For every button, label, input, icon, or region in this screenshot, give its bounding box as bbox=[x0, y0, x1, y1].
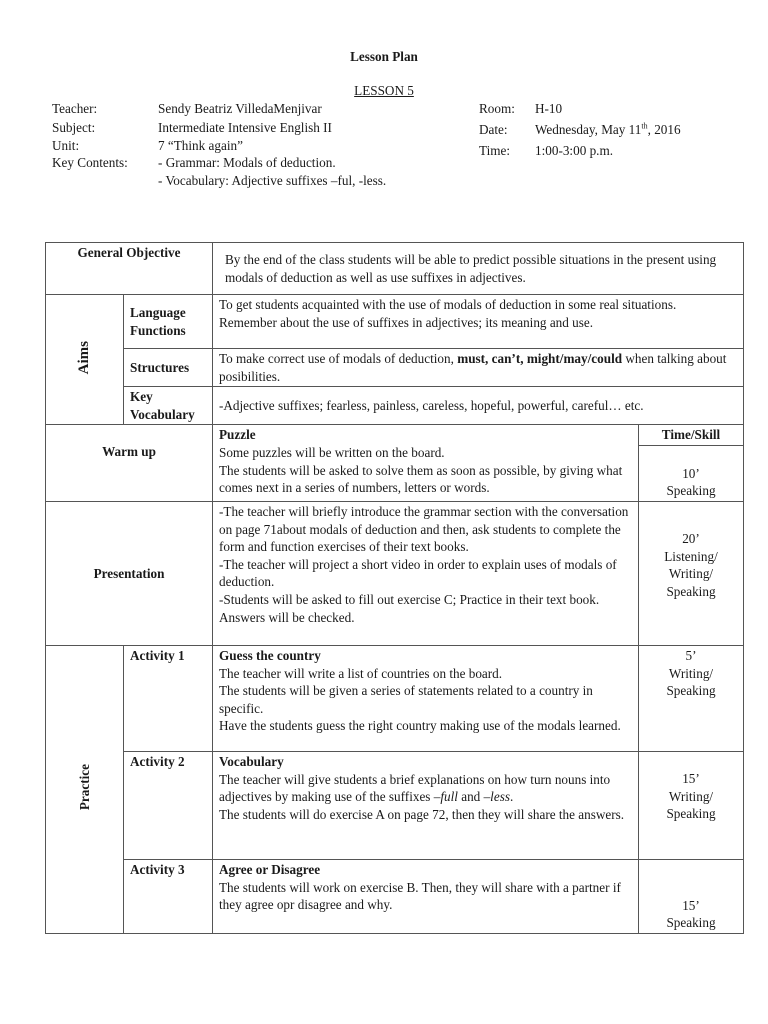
presentation-2: -The teacher will project a short video in order to explain uses of modals of deduction. bbox=[219, 556, 617, 590]
room-value: H-10 bbox=[535, 101, 563, 116]
activity-1-3: Have the students guess the right country making use of the modals learned. bbox=[219, 718, 621, 734]
presentation-time-skill bbox=[639, 501, 744, 645]
teacher-label: Teacher: bbox=[52, 101, 98, 116]
lesson-number: LESSON 5 bbox=[354, 83, 414, 98]
language-functions-row bbox=[46, 295, 744, 349]
subject-value: Intermediate Intensive English II bbox=[158, 120, 332, 135]
activity-2-text bbox=[213, 751, 639, 859]
activity-1-title: Guess the country bbox=[219, 647, 321, 663]
warm-up-text bbox=[213, 425, 639, 502]
language-functions-label: Language Functions bbox=[124, 295, 213, 349]
activity-1-2: The students will be given a series of statements related to a country in specific. bbox=[219, 683, 593, 716]
presentation-time: 20’ bbox=[682, 530, 700, 546]
activity-3-1: The students will work on exercise B. Then, they will share with a partner if they agree opr disagree and why. bbox=[219, 879, 621, 913]
lesson-plan-table bbox=[45, 242, 744, 934]
aims-label: Aims bbox=[75, 340, 92, 375]
language-functions-2: Remember about the use of suffixes in adjectives; its meaning and use. bbox=[219, 314, 594, 330]
activity-3-label: Activity 3 bbox=[124, 859, 213, 933]
activity-2-skill-2: Speaking bbox=[666, 806, 716, 822]
general-objective-label: General Objective bbox=[46, 243, 213, 295]
key-contents-label: Key Contents: bbox=[52, 155, 128, 170]
activity-2-skill-1: Writing/ bbox=[668, 788, 714, 804]
activity-3-text bbox=[213, 859, 639, 933]
structures-text: To make correct use of modals of deduction, must, can’t, might/may/could when talking about posibilities. bbox=[213, 349, 744, 387]
aims-cell bbox=[46, 295, 124, 425]
structures-row bbox=[46, 349, 744, 387]
activity-1-1: The teacher will write a list of countries on the board. bbox=[219, 665, 503, 681]
activity-2-label: Activity 2 bbox=[124, 751, 213, 859]
activity-1-time-skill bbox=[639, 645, 744, 751]
activity-2-1: The teacher will give students a brief explanations on how turn nouns into adjectives by making use of the suffixes –full and –less. bbox=[219, 771, 611, 805]
key-vocabulary-row bbox=[46, 387, 744, 425]
activity-2-time: 15’ bbox=[682, 770, 700, 786]
room-label: Room: bbox=[479, 101, 515, 116]
activity-2-2: The students will do exercise A on page 72, then they will share the answers. bbox=[219, 806, 625, 822]
subject-label: Subject: bbox=[52, 120, 96, 135]
activity-3-skill: Speaking bbox=[666, 915, 716, 931]
presentation-skill-2: Writing/ bbox=[668, 566, 714, 582]
activity-3-row bbox=[46, 859, 744, 933]
activity-1-text bbox=[213, 645, 639, 751]
structures-label: Structures bbox=[124, 349, 213, 387]
key-contents-vocabulary: - Vocabulary: Adjective suffixes –ful, -less. bbox=[158, 173, 387, 188]
key-contents-grammar: - Grammar: Modals of deduction. bbox=[158, 155, 336, 170]
presentation-text bbox=[213, 501, 639, 645]
warm-up-1: Some puzzles will be written on the board. bbox=[219, 444, 445, 460]
warm-up-2: The students will be asked to solve them as soon as possible, by giving what comes next in a series of numbers, letters or words. bbox=[219, 462, 623, 496]
presentation-skill-3: Speaking bbox=[666, 583, 716, 599]
activity-1-label: Activity 1 bbox=[124, 645, 213, 751]
warm-up-label: Warm up bbox=[46, 425, 213, 502]
language-functions-text bbox=[213, 295, 744, 349]
language-functions-1: To get students acquainted with the use of modals of deduction in some real situations. bbox=[219, 297, 677, 312]
key-vocabulary-label: Key Vocabulary bbox=[124, 387, 213, 425]
activity-2-title: Vocabulary bbox=[219, 753, 284, 769]
presentation-label: Presentation bbox=[46, 501, 213, 645]
date-label: Date: bbox=[479, 122, 508, 137]
activity-1-skill-2: Speaking bbox=[666, 683, 716, 699]
time-skill-header: Time/Skill bbox=[639, 425, 744, 446]
presentation-skill-1: Listening/ bbox=[664, 548, 718, 564]
practice-cell bbox=[46, 645, 124, 933]
time-value: 1:00-3:00 p.m. bbox=[535, 143, 614, 158]
document-title: Lesson Plan bbox=[350, 49, 418, 64]
activity-3-title: Agree or Disagree bbox=[219, 861, 321, 877]
warm-up-time: 10’ bbox=[682, 465, 700, 481]
presentation-3: -Students will be asked to fill out exercise C; Practice in their text book. Answers will be checked. bbox=[219, 591, 600, 625]
general-objective-row bbox=[46, 243, 744, 295]
presentation-row bbox=[46, 501, 744, 645]
practice-label: Practice bbox=[76, 764, 92, 811]
date-value: Wednesday, May 11th, 2016 bbox=[535, 121, 681, 137]
warm-up-title: Puzzle bbox=[219, 427, 256, 443]
activity-2-time-skill bbox=[639, 751, 744, 859]
activity-2-row bbox=[46, 751, 744, 859]
warm-up-row-1 bbox=[46, 425, 744, 446]
teacher-value: Sendy Beatriz VilledaMenjivar bbox=[158, 101, 322, 116]
activity-3-time-skill bbox=[639, 859, 744, 933]
general-objective-text: By the end of the class students will be able to predict possible situations in the present using modals of deduction as well as use suffixes in adjectives. bbox=[213, 243, 744, 295]
key-vocabulary-text: -Adjective suffixes; fearless, painless, careless, hopeful, powerful, careful… etc. bbox=[213, 387, 744, 425]
unit-value: 7 “Think again” bbox=[158, 138, 243, 153]
presentation-1: -The teacher will briefly introduce the grammar section with the conversation on page 71about modals of deduction and then, ask students to complete the form and function exercises of their text books. bbox=[219, 503, 629, 555]
unit-label: Unit: bbox=[52, 138, 80, 153]
activity-3-time: 15’ bbox=[682, 897, 700, 913]
activity-1-row bbox=[46, 645, 744, 751]
time-label: Time: bbox=[479, 143, 511, 158]
warm-up-time-skill bbox=[639, 445, 744, 501]
warm-up-skill: Speaking bbox=[666, 483, 716, 499]
activity-1-time: 5’ bbox=[685, 647, 697, 663]
activity-1-skill-1: Writing/ bbox=[668, 665, 714, 681]
